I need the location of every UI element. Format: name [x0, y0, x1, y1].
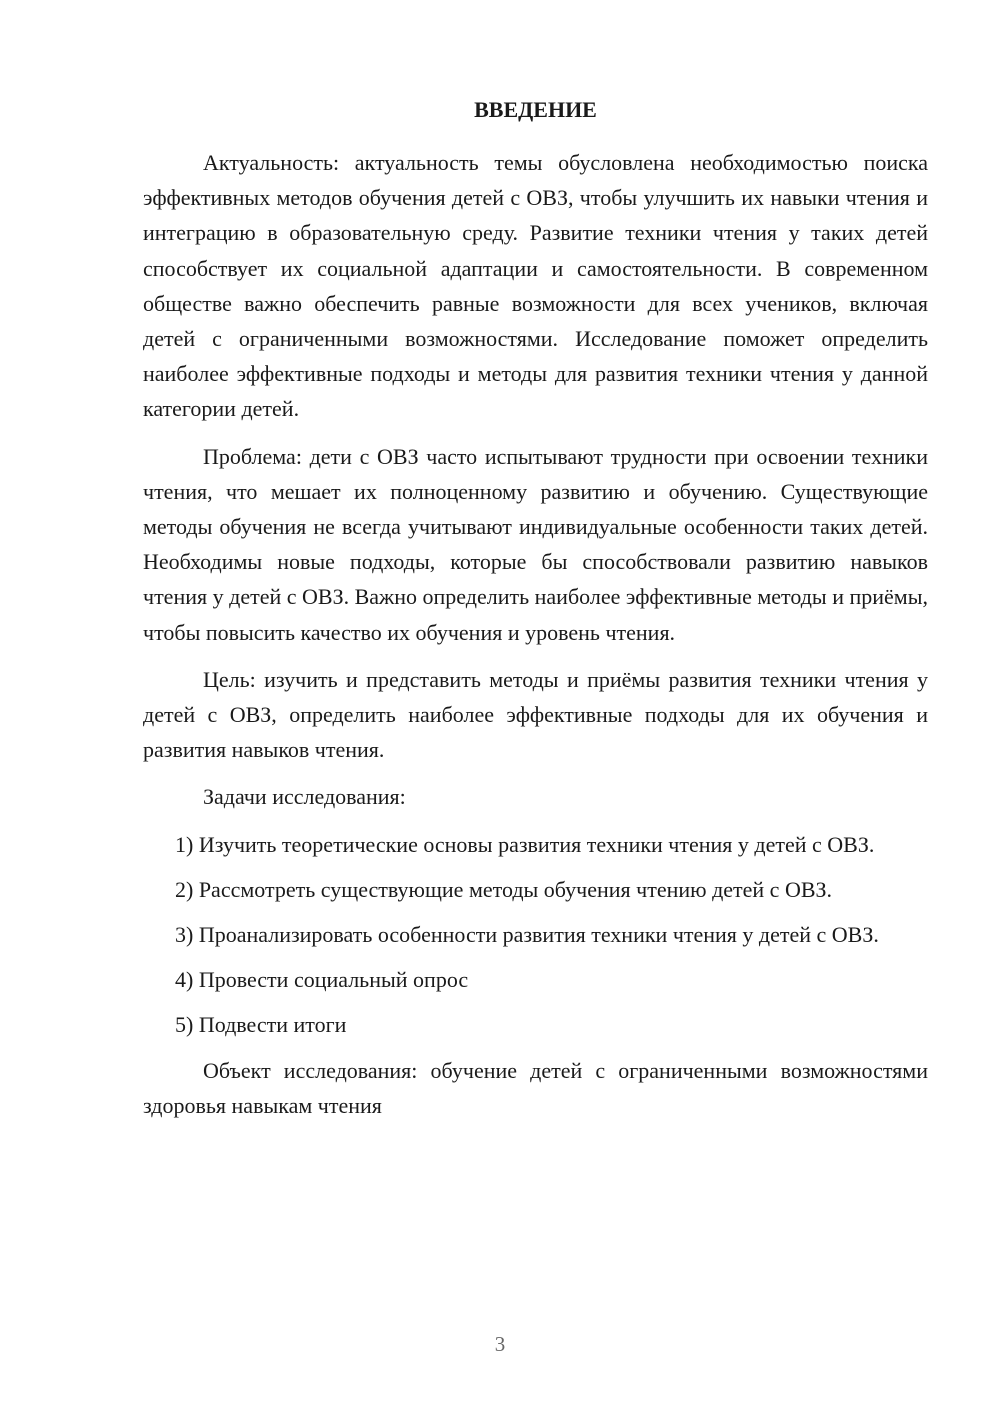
paragraph-problem: Проблема: дети с ОВЗ часто испытывают трудности при освоении техники чтения, что мешает их полноценному развитию и обучению. Существующие методы обучения не всегда учитывают индивидуальные особенности таких детей. Необходимы новые подходы, которые бы способствовали развитию навыков чтения у детей с ОВЗ. Важно определить наиболее эффективные методы и приёмы, чтобы повысить качество их обучения и уровень чтения.: [143, 443, 928, 645]
tasks-heading: Задачи исследования:: [203, 784, 406, 810]
list-item: 2) Рассмотреть существующие методы обучения чтению детей с ОВЗ.: [175, 876, 833, 902]
paragraph-object: Объект исследования: обучение детей с ограниченными возможностями здоровья навыкам чтения: [143, 1057, 928, 1118]
page-title: ВВЕДЕНИЕ: [474, 97, 597, 122]
list-item: 3) Проанализировать особенности развития техники чтения у детей с ОВЗ.: [175, 922, 879, 948]
page-number: 3: [494, 1332, 506, 1356]
document-page: [143, 92, 928, 1135]
list-item: 5) Подвести итоги: [175, 1012, 347, 1038]
list-item: 4) Провести социальный опрос: [175, 967, 469, 993]
tasks-list: [143, 827, 928, 1043]
paragraph-goal: Цель: изучить и представить методы и приёмы развития техники чтения у детей с ОВЗ, определить наиболее эффективные подходы для их обучения и развития навыков чтения.: [143, 666, 928, 763]
paragraph-relevance: Актуальность: актуальность темы обусловлена необходимостью поиска эффективных методов обучения детей с ОВЗ, чтобы улучшить их навыки чтения и интеграцию в образовательную среду. Развитие техники чтения у таких детей способствует их социальной адаптации и самостоятельности. В современном обществе важно обеспечить равные возможности для всех учеников, включая детей с ограниченными возможностями. Исследование поможет определить наиболее эффективные подходы и методы для развития техники чтения у данной категории детей.: [143, 150, 928, 422]
list-item: 1) Изучить теоретические основы развития техники чтения у детей с ОВЗ.: [175, 831, 875, 857]
